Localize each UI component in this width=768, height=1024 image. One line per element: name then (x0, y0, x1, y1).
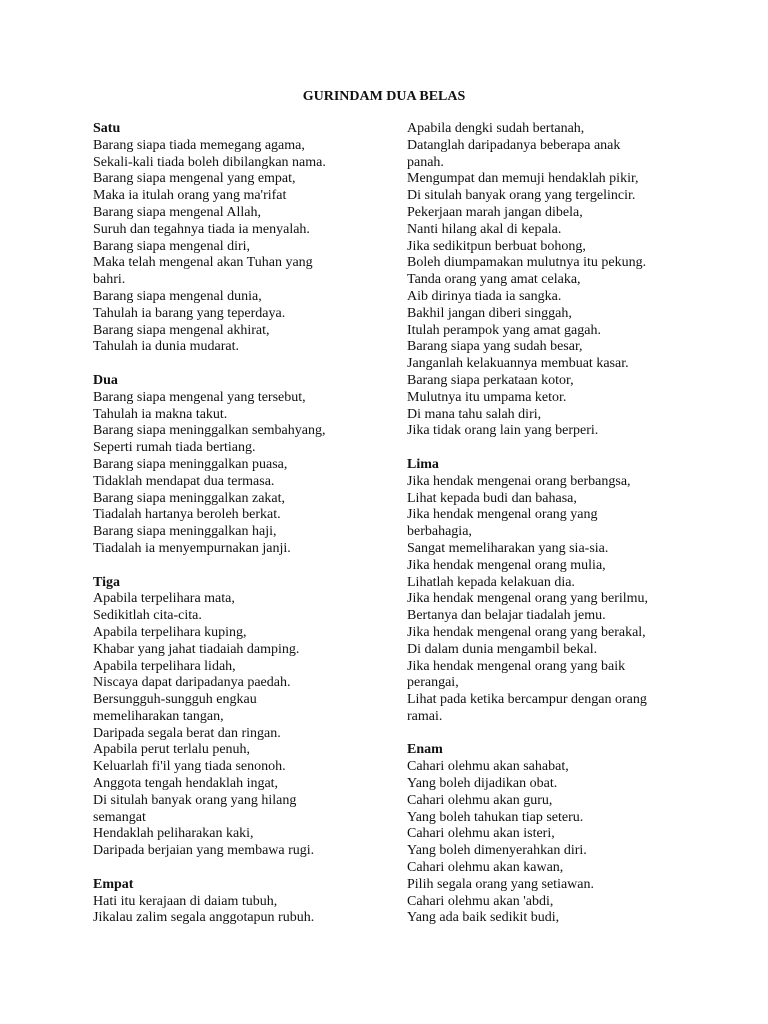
poem-line: perangai, (407, 675, 459, 691)
poem-line: Aib dirinya tiada ia sangka. (407, 288, 562, 304)
left-column (93, 121, 383, 944)
poem-line: Barang siapa mengenal yang empat, (93, 171, 296, 187)
poem-line: Barang siapa mengenal diri, (93, 238, 251, 254)
section-heading: Tiga (93, 574, 120, 590)
poem-line: semangat (93, 809, 146, 825)
stanza-section (93, 121, 383, 356)
poem-line: Bersungguh-sungguh engkau (93, 692, 257, 708)
poem-line: Apabila terpelihara kuping, (93, 624, 247, 640)
right-column (407, 121, 707, 944)
poem-line: Yang ada baik sedikit budi, (407, 910, 560, 926)
poem-line: Maka ia itulah orang yang ma'rifat (93, 188, 287, 204)
poem-line: Daripada berjaian yang membawa rugi. (93, 843, 315, 859)
poem-line: Yang boleh dijadikan obat. (407, 776, 558, 792)
poem-line: Jika hendak mengenal orang yang berakal, (407, 624, 646, 640)
poem-line: Khabar yang jahat tiadaiah damping. (93, 641, 300, 657)
poem-line: Anggota tengah hendaklah ingat, (93, 776, 279, 792)
poem-line: Sedikitlah cita-cita. (93, 608, 202, 624)
poem-line: Pekerjaan marah jangan dibela, (407, 204, 583, 220)
poem-line: Suruh dan tegahnya tiada ia menyalah. (93, 221, 310, 237)
poem-line: Apabila perut terlalu penuh, (93, 742, 251, 758)
poem-line: bahri. (93, 272, 126, 288)
poem-line: Jikalau zalim segala anggotapun rubuh. (93, 910, 315, 926)
poem-line: Barang siapa mengenal akhirat, (93, 322, 270, 338)
poem-line: Apabila terpelihara lidah, (93, 658, 236, 674)
poem-line: Seperti rumah tiada bertiang. (93, 440, 256, 456)
poem-line: Cahari olehmu akan guru, (407, 792, 553, 808)
poem-line: Jika sedikitpun berbuat bohong, (407, 238, 586, 254)
section-heading: Enam (407, 742, 443, 758)
poem-line: Barang siapa tiada memegang agama, (93, 137, 305, 153)
stanza-section (407, 457, 707, 726)
poem-line: Di situlah banyak orang yang hilang (93, 792, 297, 808)
poem-line: Jika tidak orang lain yang berperi. (407, 423, 599, 439)
poem-line: Bakhil jangan diberi singgah, (407, 305, 572, 321)
poem-line: Di mana tahu salah diri, (407, 406, 542, 422)
poem-line: Yang boleh dimenyerahkan diri. (407, 843, 587, 859)
poem-line: Barang siapa meninggalkan zakat, (93, 490, 286, 506)
poem-line: Jika hendak mengenal orang mulia, (407, 557, 606, 573)
poem-line: Lihat kepada budi dan bahasa, (407, 490, 577, 506)
poem-line: Pilih segala orang yang setiawan. (407, 876, 595, 892)
poem-line: Barang siapa meninggalkan sembahyang, (93, 423, 326, 439)
poem-line: Maka telah mengenal akan Tuhan yang (93, 255, 313, 271)
poem-line: memeliharakan tangan, (93, 708, 224, 724)
poem-line: Barang siapa mengenal Allah, (93, 204, 261, 220)
poem-line: Barang siapa yang sudah besar, (407, 339, 583, 355)
poem-line: Barang siapa mengenal yang tersebut, (93, 389, 306, 405)
poem-line: Barang siapa mengenal dunia, (93, 288, 262, 304)
poem-line: Apabila terpelihara mata, (93, 591, 235, 607)
document-title: GURINDAM DUA BELAS (302, 89, 466, 104)
poem-line: Barang siapa meninggalkan haji, (93, 524, 277, 540)
poem-line: Barang siapa perkataan kotor, (407, 372, 574, 388)
poem-line: Bertanya dan belajar tiadalah jemu. (407, 608, 606, 624)
poem-line: ramai. (407, 708, 443, 724)
poem-line: Cahari olehmu akan kawan, (407, 860, 564, 876)
poem-line: Tahulah ia dunia mudarat. (93, 339, 239, 355)
poem-line: Hendaklah peliharakan kaki, (93, 826, 254, 842)
stanza-section (407, 121, 707, 440)
section-heading: Dua (93, 372, 118, 388)
poem-line: Tiadalah hartanya beroleh berkat. (93, 507, 281, 523)
poem-line: Hati itu kerajaan di daiam tubuh, (93, 893, 278, 909)
poem-line: Keluarlah fi'il yang tiada senonoh. (93, 759, 286, 775)
poem-line: Yang boleh tahukan tiap seteru. (407, 809, 584, 825)
poem-line: Jika hendak mengenal orang yang baik (407, 658, 626, 674)
poem-line: Jika hendak mengenai orang berbangsa, (407, 473, 631, 489)
poem-line: Barang siapa meninggalkan puasa, (93, 456, 288, 472)
poem-line: Sekali-kali tiada boleh dibilangkan nama. (93, 154, 326, 170)
stanza-section (93, 877, 383, 927)
poem-line: Cahari olehmu akan 'abdi, (407, 893, 554, 909)
poem-line: Itulah perampok yang amat gagah. (407, 322, 601, 338)
stanza-section (407, 742, 707, 927)
poem-line: berbahagia, (407, 524, 472, 540)
poem-line: Apabila dengki sudah bertanah, (407, 121, 585, 136)
poem-line: Janganlah kelakuannya membuat kasar. (407, 356, 629, 372)
poem-line: Tahulah ia barang yang teperdaya. (93, 305, 286, 321)
poem-line: Cahari olehmu akan isteri, (407, 826, 555, 842)
poem-line: Jika hendak mengenal orang yang (407, 507, 598, 523)
poem-line: Tanda orang yang amat celaka, (407, 272, 581, 288)
poem-line: Daripada segala berat dan ringan. (93, 725, 281, 741)
poem-line: Tiadalah ia menyempurnakan janji. (93, 540, 291, 556)
poem-line: Nanti hilang akal di kepala. (407, 221, 562, 237)
section-heading: Empat (93, 876, 134, 892)
poem-line: Tahulah ia makna takut. (93, 406, 228, 422)
poem-line: Boleh diumpamakan mulutnya itu pekung. (407, 255, 647, 271)
poem-line: Di situlah banyak orang yang tergelincir. (407, 188, 636, 204)
section-heading: Satu (93, 121, 121, 136)
section-heading: Lima (407, 456, 439, 472)
poem-line: Sangat memeliharakan yang sia-sia. (407, 540, 609, 556)
stanza-section (93, 373, 383, 558)
poem-line: Mengumpat dan memuji hendaklah pikir, (407, 171, 639, 187)
poem-line: Mulutnya itu umpama ketor. (407, 389, 567, 405)
poem-line: panah. (407, 154, 444, 170)
poem-line: Di dalam dunia mengambil bekal. (407, 641, 598, 657)
poem-line: Jika hendak mengenal orang yang berilmu, (407, 591, 649, 607)
poem-line: Cahari olehmu akan sahabat, (407, 759, 569, 775)
poem-line: Datanglah daripadanya beberapa anak (407, 137, 621, 153)
poem-line: Lihatlah kepada kelakuan dia. (407, 574, 575, 590)
stanza-section (93, 575, 383, 861)
poem-line: Niscaya dapat daripadanya paedah. (93, 675, 291, 691)
poem-line: Tidaklah mendapat dua termasa. (93, 473, 275, 489)
poem-line: Lihat pada ketika bercampur dengan orang (407, 692, 647, 708)
